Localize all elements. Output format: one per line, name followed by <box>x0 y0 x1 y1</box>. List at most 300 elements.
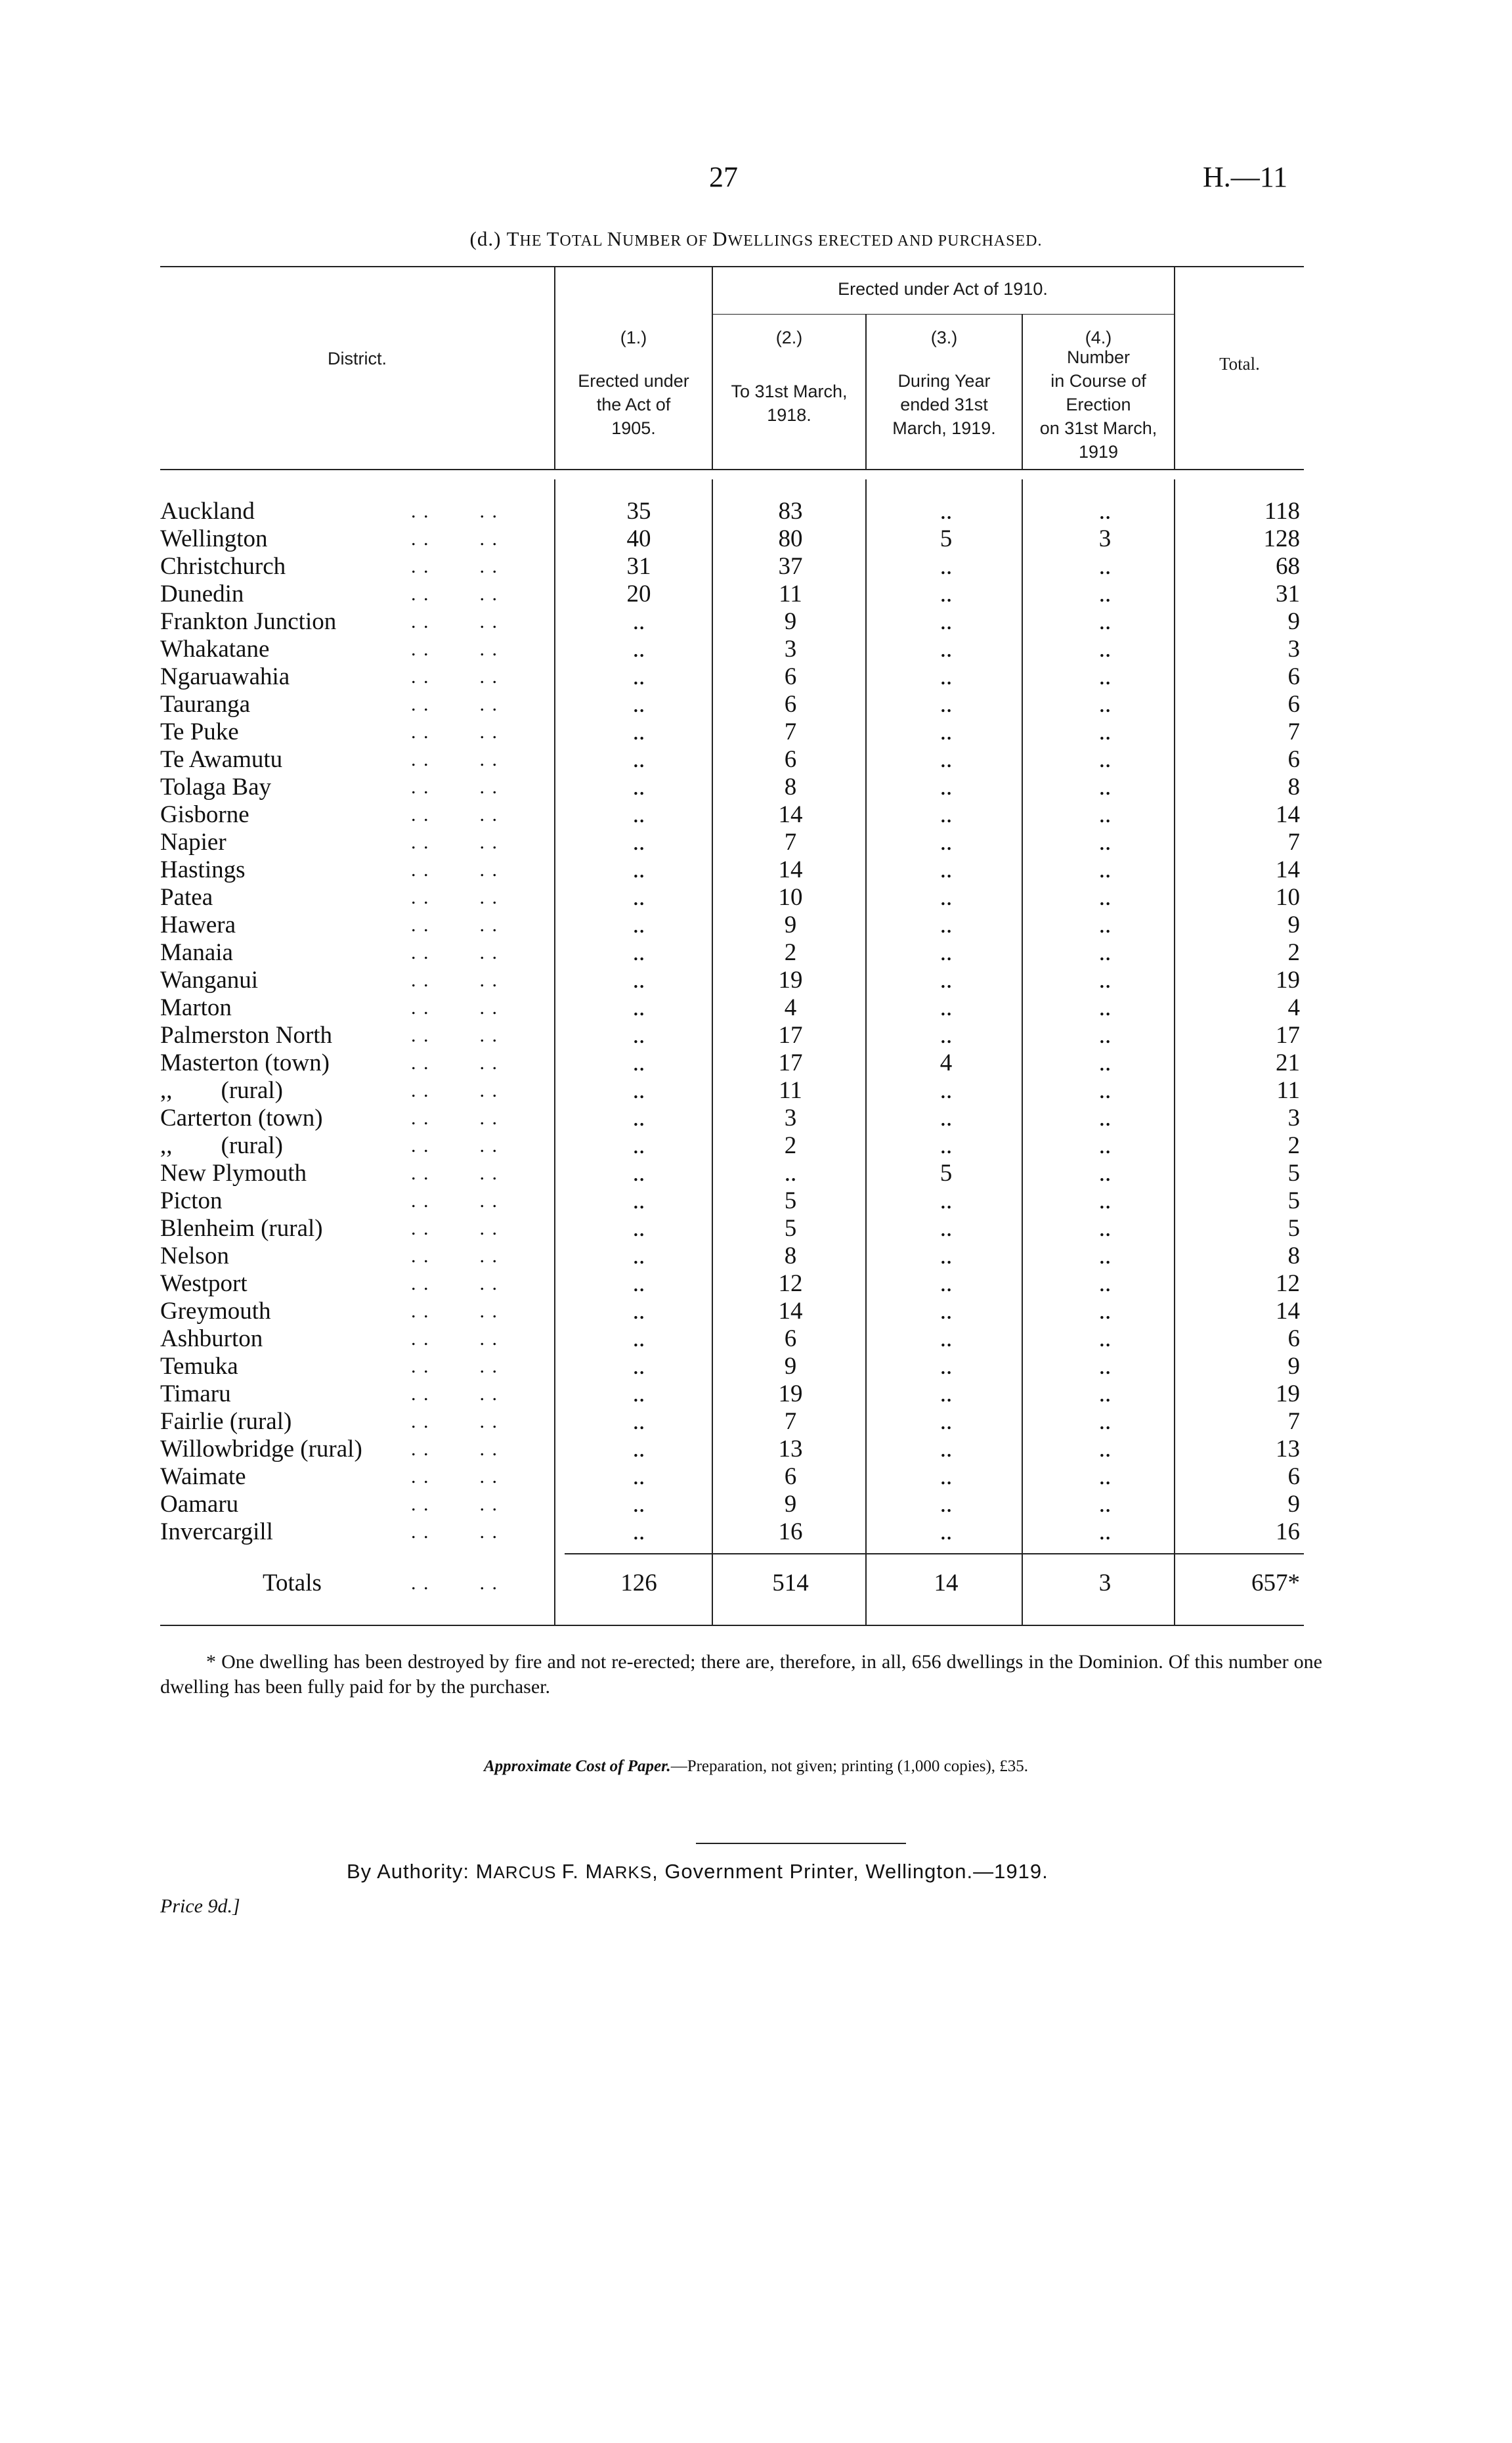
cell-col4: .. <box>1098 608 1112 635</box>
cell-col3: .. <box>940 1353 953 1380</box>
col4-label: Number in Course of Erection on 31st March, 1919 <box>1039 347 1157 462</box>
col-header-total: Total. <box>1219 354 1260 374</box>
cell-col4: .. <box>1098 1325 1112 1352</box>
cell-col3: .. <box>940 1105 953 1132</box>
cell-total: 6 <box>1287 663 1300 690</box>
cell-total: 6 <box>1287 1463 1300 1490</box>
cell-col1: .. <box>632 801 645 828</box>
cell-col2: 11 <box>779 581 802 607</box>
cell-col3: .. <box>940 939 953 966</box>
cell-col4: .. <box>1098 967 1112 994</box>
district-name: Christchurch <box>160 553 286 580</box>
cell-col1: .. <box>632 636 645 663</box>
district-name: Timaru <box>160 1380 231 1407</box>
cell-col1: .. <box>632 829 645 856</box>
cell-total: 13 <box>1276 1436 1300 1463</box>
table-row <box>0 1270 1512 1298</box>
cell-col1: .. <box>632 608 645 635</box>
district-name: Auckland <box>160 498 255 525</box>
price: Price 9d.] <box>160 1895 240 1917</box>
cell-col3: .. <box>940 1325 953 1352</box>
cell-col4: .. <box>1098 912 1112 938</box>
cell-total: 5 <box>1287 1187 1300 1214</box>
cell-col3: .. <box>940 1436 953 1463</box>
table-row <box>0 884 1512 912</box>
cell-col3: .. <box>940 1491 953 1518</box>
cell-col1: 20 <box>626 581 651 607</box>
district-name: Oamaru <box>160 1491 239 1518</box>
cell-col4: 3 <box>1098 525 1112 552</box>
cell-col3: .. <box>940 1408 953 1435</box>
district-name: Manaia <box>160 939 233 966</box>
cell-total: 2 <box>1287 1132 1300 1159</box>
cell-col3: .. <box>940 1298 953 1325</box>
district-name: Greymouth <box>160 1298 271 1325</box>
cell-col4: .. <box>1098 1298 1112 1325</box>
table-row <box>0 1380 1512 1408</box>
cell-col3: .. <box>940 912 953 938</box>
table-row <box>0 581 1512 608</box>
totals-label: Totals <box>263 1570 322 1596</box>
cell-col1: .. <box>632 1380 645 1407</box>
printer-authority: By Authority: MARCUS F. MARKS, Government Printer, Wellington.—1919. <box>347 1860 1048 1883</box>
cell-col4: .. <box>1098 1160 1112 1187</box>
cell-col4: .. <box>1098 718 1112 745</box>
cell-col2: 4 <box>784 994 797 1021</box>
cell-total: 9 <box>1287 1353 1300 1380</box>
leader-dots: . . . . <box>411 1080 498 1101</box>
cell-col3: .. <box>940 718 953 745</box>
cell-col1: 35 <box>626 498 651 525</box>
cell-col4: .. <box>1098 498 1112 525</box>
cell-total: 10 <box>1276 884 1300 911</box>
page-number: 27 <box>709 161 738 193</box>
totals-col3: 14 <box>934 1570 959 1596</box>
district-name: Dunedin <box>160 581 244 607</box>
cell-col3: .. <box>940 1463 953 1490</box>
leader-dots: . . . . <box>411 749 498 770</box>
cell-col4: .. <box>1098 1049 1112 1076</box>
cell-col2: 5 <box>784 1187 797 1214</box>
leader-dots: . . . . <box>411 693 498 715</box>
cell-col1: 31 <box>626 553 651 580</box>
cell-col1: .. <box>632 1463 645 1490</box>
table-row <box>0 1132 1512 1160</box>
district-name: Gisborne <box>160 801 249 828</box>
leader-dots: . . . . <box>411 1411 498 1432</box>
table-row <box>0 1436 1512 1463</box>
table-row <box>0 829 1512 856</box>
cell-col4: .. <box>1098 1518 1112 1545</box>
cell-col4: .. <box>1098 1215 1112 1242</box>
cell-col2: 83 <box>778 498 803 525</box>
cell-col1: .. <box>632 1105 645 1132</box>
cell-col3: .. <box>940 1518 953 1545</box>
footnote: * One dwelling has been destroyed by fire and not re-erected; there are, therefore, in all, 656 dwellings in the Dominion. Of this number one dwelling has been fully paid for by the purchaser. <box>160 1651 1322 1698</box>
table-row <box>0 1491 1512 1518</box>
leader-dots: . . . . <box>411 556 498 577</box>
table-row <box>0 553 1512 581</box>
leader-dots: . . . . <box>411 1190 498 1212</box>
cell-total: 21 <box>1276 1049 1300 1076</box>
cell-col1: .. <box>632 1243 645 1269</box>
leader-dots: . . . . <box>411 1162 498 1184</box>
cell-col2: 19 <box>778 967 803 994</box>
cell-col1: .. <box>632 663 645 690</box>
table-row <box>0 525 1512 553</box>
cell-col2: 12 <box>778 1270 803 1297</box>
col1-number: (1.) <box>620 328 647 347</box>
cell-total: 7 <box>1287 829 1300 856</box>
cell-col3: .. <box>940 1243 953 1269</box>
table-row <box>0 1077 1512 1105</box>
cell-col3: .. <box>940 608 953 635</box>
district-name: ,, (rural) <box>160 1077 283 1104</box>
cell-col3: .. <box>940 801 953 828</box>
table-row <box>0 1298 1512 1325</box>
cell-col2: 17 <box>778 1022 803 1049</box>
cell-col4: .. <box>1098 1353 1112 1380</box>
district-name: Frankton Junction <box>160 608 337 635</box>
cell-total: 7 <box>1287 718 1300 745</box>
cell-col4: .. <box>1098 1077 1112 1104</box>
cell-col3: .. <box>940 1077 953 1104</box>
cost-of-paper: Approximate Cost of Paper.—Preparation, not given; printing (1,000 copies), £35. <box>483 1757 1029 1775</box>
cell-total: 6 <box>1287 1325 1300 1352</box>
cell-total: 128 <box>1263 525 1300 552</box>
cell-col2: 9 <box>784 608 797 635</box>
col2-label: To 31st March, 1918. <box>731 382 848 425</box>
cell-total: 9 <box>1287 608 1300 635</box>
district-name: Palmerston North <box>160 1022 333 1049</box>
cell-col3: .. <box>940 884 953 911</box>
col3-label: During Year ended 31st March, 1919. <box>892 371 996 438</box>
district-name: Blenheim (rural) <box>160 1215 323 1242</box>
totals-col2: 514 <box>772 1570 809 1596</box>
cell-col4: .. <box>1098 1132 1112 1159</box>
cell-col2: 2 <box>784 1132 797 1159</box>
leader-dots: . . . . <box>411 942 498 963</box>
cell-col4: .. <box>1098 1436 1112 1463</box>
district-name: Invercargill <box>160 1518 273 1545</box>
cell-col3: .. <box>940 1187 953 1214</box>
cell-total: 9 <box>1287 912 1300 938</box>
cell-total: 14 <box>1276 1298 1300 1325</box>
district-name: Hawera <box>160 912 236 938</box>
cell-col4: .. <box>1098 746 1112 773</box>
cell-col4: .. <box>1098 1270 1112 1297</box>
district-name: Ashburton <box>160 1325 263 1352</box>
cell-total: 8 <box>1287 1243 1300 1269</box>
cell-col4: .. <box>1098 829 1112 856</box>
leader-dots: . . . . <box>411 1107 498 1129</box>
cell-col2: 13 <box>778 1436 803 1463</box>
cell-total: 14 <box>1276 856 1300 883</box>
cell-col2: 10 <box>778 884 803 911</box>
district-name: Waimate <box>160 1463 246 1490</box>
cell-col4: .. <box>1098 691 1112 718</box>
leader-dots: . . . . <box>411 1328 498 1350</box>
totals-top-rule <box>565 1553 1304 1554</box>
leader-dots: . . . . <box>411 1218 498 1239</box>
authority-rule <box>696 1843 906 1844</box>
cell-col1: 40 <box>626 525 651 552</box>
cell-col2: 9 <box>784 1491 797 1518</box>
district-name: ,, (rural) <box>160 1132 283 1159</box>
table-row <box>0 1353 1512 1380</box>
leader-dots: . . . . <box>411 1383 498 1405</box>
cell-total: 6 <box>1287 691 1300 718</box>
cell-col3: .. <box>940 1022 953 1049</box>
district-name: Masterton (town) <box>160 1049 330 1076</box>
cell-col2: 6 <box>784 1325 797 1352</box>
cell-col3: .. <box>940 994 953 1021</box>
cell-col4: .. <box>1098 1380 1112 1407</box>
table-row <box>0 1408 1512 1436</box>
leader-dots: . . . . <box>411 1493 498 1515</box>
cell-col2: 80 <box>778 525 803 552</box>
cell-col2: 3 <box>784 1105 797 1132</box>
cell-col1: .. <box>632 939 645 966</box>
district-name: Picton <box>160 1187 223 1214</box>
leader-dots: . . . . <box>411 1438 498 1460</box>
district-name: Westport <box>160 1270 248 1297</box>
district-name: Patea <box>160 884 213 911</box>
cell-col2: 6 <box>784 1463 797 1490</box>
cell-col1: .. <box>632 884 645 911</box>
cell-col4: .. <box>1098 1243 1112 1269</box>
cell-col2: 6 <box>784 663 797 690</box>
cell-col2: 17 <box>778 1049 803 1076</box>
document-reference: H.—11 <box>1203 161 1288 193</box>
cell-col2: .. <box>784 1160 797 1187</box>
district-name: Te Awamutu <box>160 746 283 773</box>
cell-total: 8 <box>1287 774 1300 801</box>
table-title: (d.) THE TOTAL NUMBER OF DWELLINGS ERECTED AND PURCHASED. <box>469 227 1043 250</box>
leader-dots: . . . . <box>411 1052 498 1074</box>
leader-dots: . . . . <box>411 887 498 908</box>
col1-label: Erected under the Act of 1905. <box>578 371 689 438</box>
cell-col2: 11 <box>779 1077 802 1104</box>
table-row <box>0 608 1512 636</box>
cell-col3: 5 <box>940 525 953 552</box>
table-row <box>0 1160 1512 1187</box>
totals-grand-total: 657* <box>1251 1570 1300 1596</box>
table-row <box>0 691 1512 718</box>
table-row <box>0 912 1512 939</box>
cell-total: 3 <box>1287 1105 1300 1132</box>
table-row <box>0 746 1512 774</box>
cell-col3: .. <box>940 1132 953 1159</box>
leader-dots: . . . . <box>411 638 498 660</box>
leader-dots: . . . . <box>411 1135 498 1156</box>
cell-col3: .. <box>940 1270 953 1297</box>
table-row <box>0 1049 1512 1077</box>
cell-col1: .. <box>632 1215 645 1242</box>
cell-col3: .. <box>940 636 953 663</box>
leader-dots: . . . . <box>411 831 498 853</box>
table-row <box>0 498 1512 525</box>
cell-total: 3 <box>1287 636 1300 663</box>
cell-col3: .. <box>940 553 953 580</box>
district-name: Tauranga <box>160 691 251 718</box>
cell-col1: .. <box>632 1518 645 1545</box>
cell-total: 5 <box>1287 1215 1300 1242</box>
cell-total: 19 <box>1276 967 1300 994</box>
cell-col2: 9 <box>784 1353 797 1380</box>
district-name: Nelson <box>160 1243 229 1269</box>
cell-col4: .. <box>1098 1408 1112 1435</box>
cell-col2: 3 <box>784 636 797 663</box>
table-row <box>0 1187 1512 1215</box>
cell-col1: .. <box>632 1298 645 1325</box>
district-name: Willowbridge (rural) <box>160 1436 362 1463</box>
table-row <box>0 1518 1512 1546</box>
cell-total: 31 <box>1276 581 1300 607</box>
district-name: Fairlie (rural) <box>160 1408 292 1435</box>
district-name: Marton <box>160 994 232 1021</box>
cell-col2: 8 <box>784 1243 797 1269</box>
cell-col2: 19 <box>778 1380 803 1407</box>
cell-col3: .. <box>940 1380 953 1407</box>
cell-col1: .. <box>632 1408 645 1435</box>
leader-dots: . . . . <box>411 859 498 881</box>
table-row <box>0 856 1512 884</box>
col-group-header-1910: Erected under Act of 1910. <box>838 279 1048 299</box>
table-row <box>0 1243 1512 1270</box>
cell-col3: .. <box>940 498 953 525</box>
cell-col1: .. <box>632 1491 645 1518</box>
cell-col4: .. <box>1098 994 1112 1021</box>
leader-dots: . . . . <box>411 1572 498 1594</box>
cell-col3: 5 <box>940 1160 953 1187</box>
leader-dots: . . . . <box>411 1521 498 1543</box>
cell-col1: .. <box>632 1353 645 1380</box>
cell-col3: .. <box>940 663 953 690</box>
district-name: Carterton (town) <box>160 1105 323 1132</box>
table-top-rule <box>160 266 1304 267</box>
cell-total: 68 <box>1276 553 1300 580</box>
table-row <box>0 1325 1512 1353</box>
leader-dots: . . . . <box>411 914 498 936</box>
cell-col2: 6 <box>784 746 797 773</box>
leader-dots: . . . . <box>411 721 498 743</box>
table-row <box>0 939 1512 967</box>
cell-col1: .. <box>632 1049 645 1076</box>
cell-total: 4 <box>1287 994 1300 1021</box>
table-row <box>0 1105 1512 1132</box>
leader-dots: . . . . <box>411 1300 498 1322</box>
cell-total: 5 <box>1287 1160 1300 1187</box>
district-name: Whakatane <box>160 636 270 663</box>
cell-col4: .. <box>1098 636 1112 663</box>
cell-col2: 5 <box>784 1215 797 1242</box>
table-row <box>0 718 1512 746</box>
cell-col3: .. <box>940 829 953 856</box>
cell-col1: .. <box>632 718 645 745</box>
cell-col1: .. <box>632 912 645 938</box>
col-header-district: District. <box>328 349 387 368</box>
leader-dots: . . . . <box>411 969 498 991</box>
cell-col4: .. <box>1098 581 1112 607</box>
cell-total: 2 <box>1287 939 1300 966</box>
cell-col1: .. <box>632 1160 645 1187</box>
district-name: Wellington <box>160 525 268 552</box>
table-row <box>0 636 1512 663</box>
table-row <box>0 774 1512 801</box>
cell-col4: .. <box>1098 774 1112 801</box>
district-name: Temuka <box>160 1353 238 1380</box>
cell-col3: .. <box>940 774 953 801</box>
leader-dots: . . . . <box>411 776 498 798</box>
cell-col4: .. <box>1098 1022 1112 1049</box>
cell-total: 9 <box>1287 1491 1300 1518</box>
cell-col4: .. <box>1098 939 1112 966</box>
cell-total: 11 <box>1276 1077 1300 1104</box>
cell-col1: .. <box>632 1077 645 1104</box>
leader-dots: . . . . <box>411 583 498 605</box>
cell-total: 19 <box>1276 1380 1300 1407</box>
cell-col4: .. <box>1098 663 1112 690</box>
table-row <box>0 801 1512 829</box>
table-row <box>0 1463 1512 1491</box>
cell-col4: .. <box>1098 884 1112 911</box>
cell-col2: 7 <box>784 1408 797 1435</box>
leader-dots: . . . . <box>411 1466 498 1487</box>
col3-number: (3.) <box>930 328 958 347</box>
leader-dots: . . . . <box>411 997 498 1019</box>
cell-col2: 6 <box>784 691 797 718</box>
cell-col3: .. <box>940 691 953 718</box>
cell-total: 14 <box>1276 801 1300 828</box>
cell-col1: .. <box>632 1436 645 1463</box>
cell-total: 118 <box>1264 498 1300 525</box>
district-name: Wanganui <box>160 967 259 994</box>
leader-dots: . . . . <box>411 1245 498 1267</box>
cell-col2: 14 <box>778 801 803 828</box>
cell-col4: .. <box>1098 856 1112 883</box>
cell-col3: .. <box>940 967 953 994</box>
cell-col4: .. <box>1098 1463 1112 1490</box>
group-header-rule <box>712 314 1174 315</box>
cell-col1: .. <box>632 691 645 718</box>
table-row <box>0 663 1512 691</box>
col2-number: (2.) <box>775 328 803 347</box>
cell-col2: 16 <box>778 1518 803 1545</box>
cell-col1: .. <box>632 746 645 773</box>
cell-col2: 14 <box>778 856 803 883</box>
cell-total: 16 <box>1276 1518 1300 1545</box>
cell-col2: 8 <box>784 774 797 801</box>
leader-dots: . . . . <box>411 611 498 632</box>
cell-col1: .. <box>632 1325 645 1352</box>
cell-col4: .. <box>1098 1187 1112 1214</box>
cell-col2: 7 <box>784 829 797 856</box>
table-row <box>0 967 1512 994</box>
cell-col1: .. <box>632 994 645 1021</box>
table-row <box>0 994 1512 1022</box>
totals-row <box>0 1570 1512 1597</box>
cell-col3: .. <box>940 856 953 883</box>
cell-col1: .. <box>632 1270 645 1297</box>
district-name: Tolaga Bay <box>160 774 271 801</box>
cell-col2: 14 <box>778 1298 803 1325</box>
table-row <box>0 1215 1512 1243</box>
district-name: Ngaruawahia <box>160 663 290 690</box>
leader-dots: . . . . <box>411 528 498 550</box>
leader-dots: . . . . <box>411 804 498 825</box>
header-bottom-rule <box>160 469 1304 470</box>
